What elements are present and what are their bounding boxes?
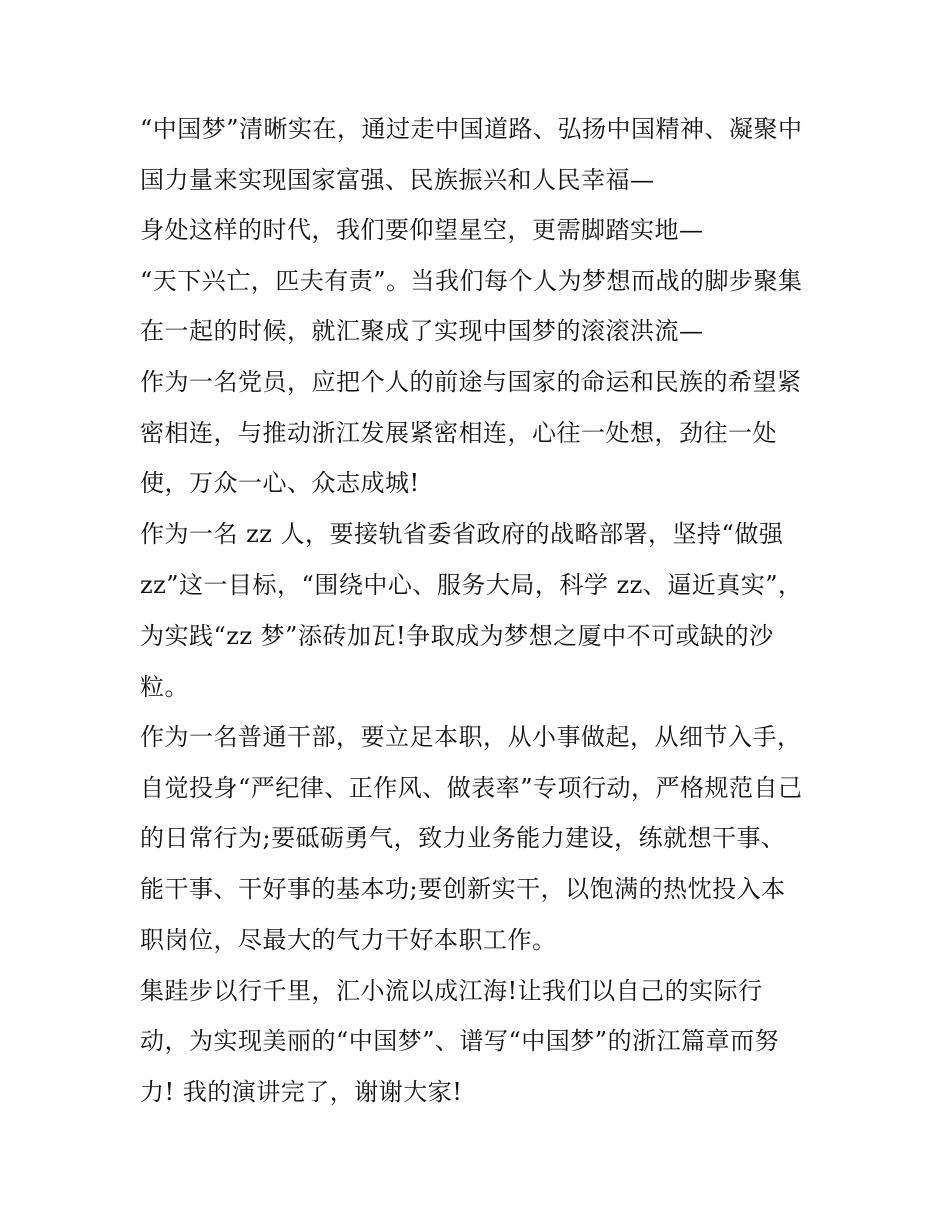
text-line: 动，为实现美丽的“中国梦”、谱写“中国梦”的浙江篇章而努	[140, 1027, 780, 1055]
text-line: 使，万众一心、众志成城!	[140, 469, 420, 497]
text-line: 为实践“zz 梦”添砖加瓦!争取成为梦想之厦中不可或缺的沙	[140, 622, 774, 650]
text-line: 的日常行为;要砥砺勇气，致力业务能力建设，练就想干事、	[140, 824, 786, 852]
text-line: 作为一名党员，应把个人的前途与国家的命运和民族的希望紧	[140, 368, 802, 396]
text-line: 国力量来实现国家富强、民族振兴和人民幸福—	[140, 166, 655, 194]
text-line: 密相连，与推动浙江发展紧密相连，心往一处想，劲往一处	[140, 419, 777, 447]
text-line: 能干事、干好事的基本功;要创新实干，以饱满的热忱投入本	[140, 875, 786, 903]
text-line: 集跬步以行千里，汇小流以成江海!让我们以自己的实际行	[140, 977, 763, 1005]
text-line: 职岗位，尽最大的气力干好本职工作。	[140, 926, 557, 954]
text-line: 在一起的时候，就汇聚成了实现中国梦的滚滚洪流—	[140, 317, 704, 345]
text-line: “中国梦”清晰实在，通过走中国道路、弘扬中国精神、凝聚中	[140, 115, 803, 143]
text-line: zz”这一目标，“围绕中心、服务大局，科学 zz、逼近真实”，	[140, 571, 803, 599]
text-line: 力! 我的演讲完了，谢谢大家!	[140, 1078, 463, 1106]
text-line: 粒。	[140, 673, 189, 701]
text-line: 作为一名 zz 人，要接轨省委省政府的战略部署，坚持“做强	[140, 520, 784, 548]
text-line: 自觉投身“严纪律、正作风、做表率”专项行动，严格规范自己	[140, 774, 803, 802]
text-line: 作为一名普通干部，要立足本职，从小事做起，从细节入手，	[140, 723, 802, 751]
text-line: “天下兴亡，匹夫有责”。当我们每个人为梦想而战的脚步聚集	[140, 267, 803, 295]
text-line: 身处这样的时代，我们要仰望星空，更需脚踏实地—	[140, 216, 704, 244]
